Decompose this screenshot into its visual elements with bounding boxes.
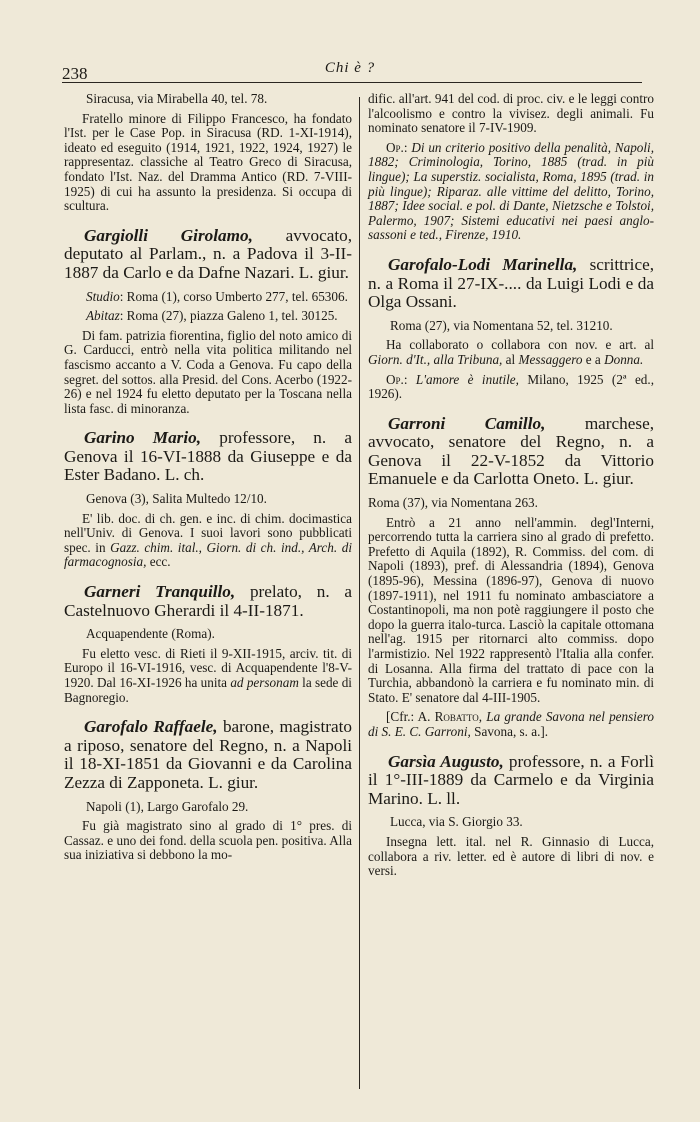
entry-description: professore, n. a Genova il 16-VI-1888 da Giuseppe e da Ester Badano. L. ch. [64,428,353,485]
entry-name: Garofalo-Lodi Marinella, [388,254,578,274]
works-details: Milano, 1925 (2ª ed., 1926). [368,371,654,402]
entry-biography [64,512,352,570]
bio-text: Fu eletto vesc. di Rieti il 9-XII-1915, arciv. tit. di Europo il 16-VI-1916, vesc. di Acquapendente l'8-V-1920. Dal 16-XI-1926 ha unita [64,645,352,690]
home-address: : Roma (27), piazza Galeno 1, tel. 30125. [119,308,338,324]
page-number: 238 [62,64,88,83]
entry-heading-garofalo-lodi [368,256,654,312]
entry-address: Napoli (1), Largo Garofalo 29. [86,798,249,814]
bio-italic: Messaggero [518,351,583,367]
bio-italic: Donna. [604,351,644,367]
entry-description: prelato, n. a Castelnuovo Gherardi il 4-II-1871. [64,582,352,620]
entry-description: avvocato, deputato al Parlam., n. a Padova il 3-II-1887 da Carlo e da Dafne Nazari. L. giur. [64,225,352,282]
running-title: Chi è ? [324,60,376,76]
entry-biography: dific. all'art. 941 del cod. di proc. civ. e le leggi contro l'alcoolismo e contro la vivisez. degli animali. Fu nominato senatore il 7-IV-1909. [368,91,654,136]
bio-text: Ha collaborato o collabora con nov. e art. al [386,337,654,353]
works-label: Op.: [386,371,408,387]
entry-heading-garneri [64,583,352,620]
entry-address: Lucca, via S. Giorgio 33. [390,814,523,830]
entry-works [368,373,654,402]
studio-label: Studio [86,288,120,304]
abitaz-label: Abitaz [86,308,120,324]
left-column [64,92,352,863]
publication-titles: Gazz. chim. ital., Giorn. di ch. ind., Arch. di farmacognosia, [64,539,352,570]
entry-biography [64,647,352,705]
bio-text: E' lib. doc. di ch. gen. e inc. di chim. docimastica nell'Univ. di Genova. I suoi lavori sono pubblicati spec. in [64,510,352,555]
entry-address: Siracusa, via Mirabella 40, tel. 78. [86,91,268,106]
ref-title: La grande Savona nel pensiero di S. E. C. Garroni, [368,709,655,739]
entry-biography: Fu già magistrato sino al grado di 1° pres. di Cassaz. e uno dei fond. della scuola pen. positiva. Alla sua iniziativa si debbono la mo- [64,818,352,863]
entry-home-address [64,309,352,324]
entry-name: Garroni Camillo, [388,413,546,433]
entry-address: Acquapendente (Roma). [86,626,215,642]
entry-reference [368,710,654,739]
works-list: Di un criterio positivo della penalità, Napoli, 1882; Criminologia, Torino, 1885 (trad. in più lingue); La superstiz. socialista, Roma, 1895 (trad. in più lingue); Riparaz. alle vittime del delitto, Torino, 1887; Idee social. e pol. di Dante, Nietzsche e Tolstoi, Palermo, 1907; Sistemi educativi nei paesi anglo-sassoni e ted., Firenze, 1910. [368,139,655,243]
entry-description: professore, n. a Forlì il 1°-III-1889 da Carmelo e da Virginia Marino. L. ll. [368,751,654,808]
entry-name: Garneri Tranquillo, [84,582,236,602]
column-divider [359,97,360,1089]
entry-biography [368,338,654,367]
entry-biography: Di fam. patrizia fiorentina, figlio del noto amico di G. Carducci, entrò nella vita politica militando nel fascismo accanto a V. Coda a Genova. Fu capo della segret. del sottos. alla Presid. del Cons. Acerbo (1922-26) e nel 1924 fu eletto deputato per la Toscana nella lista fasc. di minoranza. [64,327,352,416]
bio-text: la sede di Bagnoregio. [64,675,352,705]
entry-name: Garsìa Augusto, [388,751,504,771]
right-column [368,92,654,879]
entry-heading-garsia [368,753,654,809]
entry-biography: Entrò a 21 anno nell'ammin. degl'Interni, percorrendo tutta la carriera sino al grado di prefetto. Prefetto di Aquila (1892), R. Commiss. del com. di Napoli (1893), pref. di Alessandria (1894), Genova (1895-96), Messina (1896-97), Genova di nuovo (1897-1911), nel 1911 fu nominato ambasciatore a Costantinopoli, ma non potè raggiungere il posto che dopo la guerra italo-turca. Lasciò la capitale ottomana nell'ag. 1915 per ritornarci alto commiss. dopo l'armistizio. Nel 1922 rappresentò l'Italia alla confer. di Losanna. Alla firma del trattato di pace con la Turchia, abbandonò la carriera e fu nominato min. di Stato. E' senatore dal 4-III-1905. [368,514,654,705]
header-rule [62,82,642,83]
ref-text: Savona, s. a.]. [470,723,549,739]
entry-description: marchese, avvocato, senatore del Regno, n. a Genova il 22-V-1852 da Vittorio Emanuele e da Carlotta Oneto. L. giur. [368,413,654,489]
entry-heading-gargiolli [64,227,352,283]
entry-heading-garino [64,429,352,485]
entry-name: Garofalo Raffaele, [84,717,218,737]
entry-biography: Fratello minore di Filippo Francesco, ha fondato l'Ist. per le Case Pop. in Siracusa (RD. 1-XI-1914), ideato ed eseguito (1914, 1921, 1922, 1924, 1927) le rappresentaz. classiche al Teatro Greco di Siracusa, fondato l'Ist. Naz. del Dramma Antico (RD. 7-VIII-1925) di cui ha assunto la presidenza. Si occupa di scultura. [64,110,352,214]
bio-text: e a [582,351,605,367]
entry-studio-address [64,290,352,305]
entry-biography: Insegna lett. ital. nel R. Ginnasio di Lucca, collabora a riv. letter. ed è autore di libri di nov. e versi. [368,833,654,879]
ref-text: [Cfr.: A. [386,709,435,725]
entry-name: Gargiolli Girolamo, [84,225,253,245]
bio-text: al [502,351,519,367]
ref-text: , [478,709,487,725]
entry-address: Roma (27), via Nomentana 52, tel. 31210. [390,317,613,333]
entry-works [368,141,654,243]
works-label: Op.: [386,139,408,155]
bio-italic: ad personam [230,675,299,690]
entry-name: Garino Mario, [84,428,202,448]
entry-heading-garofalo [64,718,352,792]
entry-description: barone, magistrato a riposo, senatore del Regno, n. a Napoli il 18-XI-1851 da Giovanni e da Carolina Zezza di Zapponeta. L. giur. [64,717,352,792]
entry-address: Genova (3), Salita Multedo 12/10. [86,491,267,507]
bio-italic: Giorn. d'It., alla Tribuna, [368,351,503,367]
studio-address: : Roma (1), corso Umberto 277, tel. 65306. [119,288,348,304]
entry-description: scrittrice, n. a Roma il 27-IX-.... da Luigi Lodi e da Olga Ossani. [368,254,654,312]
ref-author: Robatto [434,709,479,725]
works-list: L'amore è inutile, [415,371,519,387]
entry-heading-garroni [368,415,654,489]
bio-text: ecc. [146,554,171,570]
entry-address: Roma (37), via Nomentana 263. [368,495,538,511]
